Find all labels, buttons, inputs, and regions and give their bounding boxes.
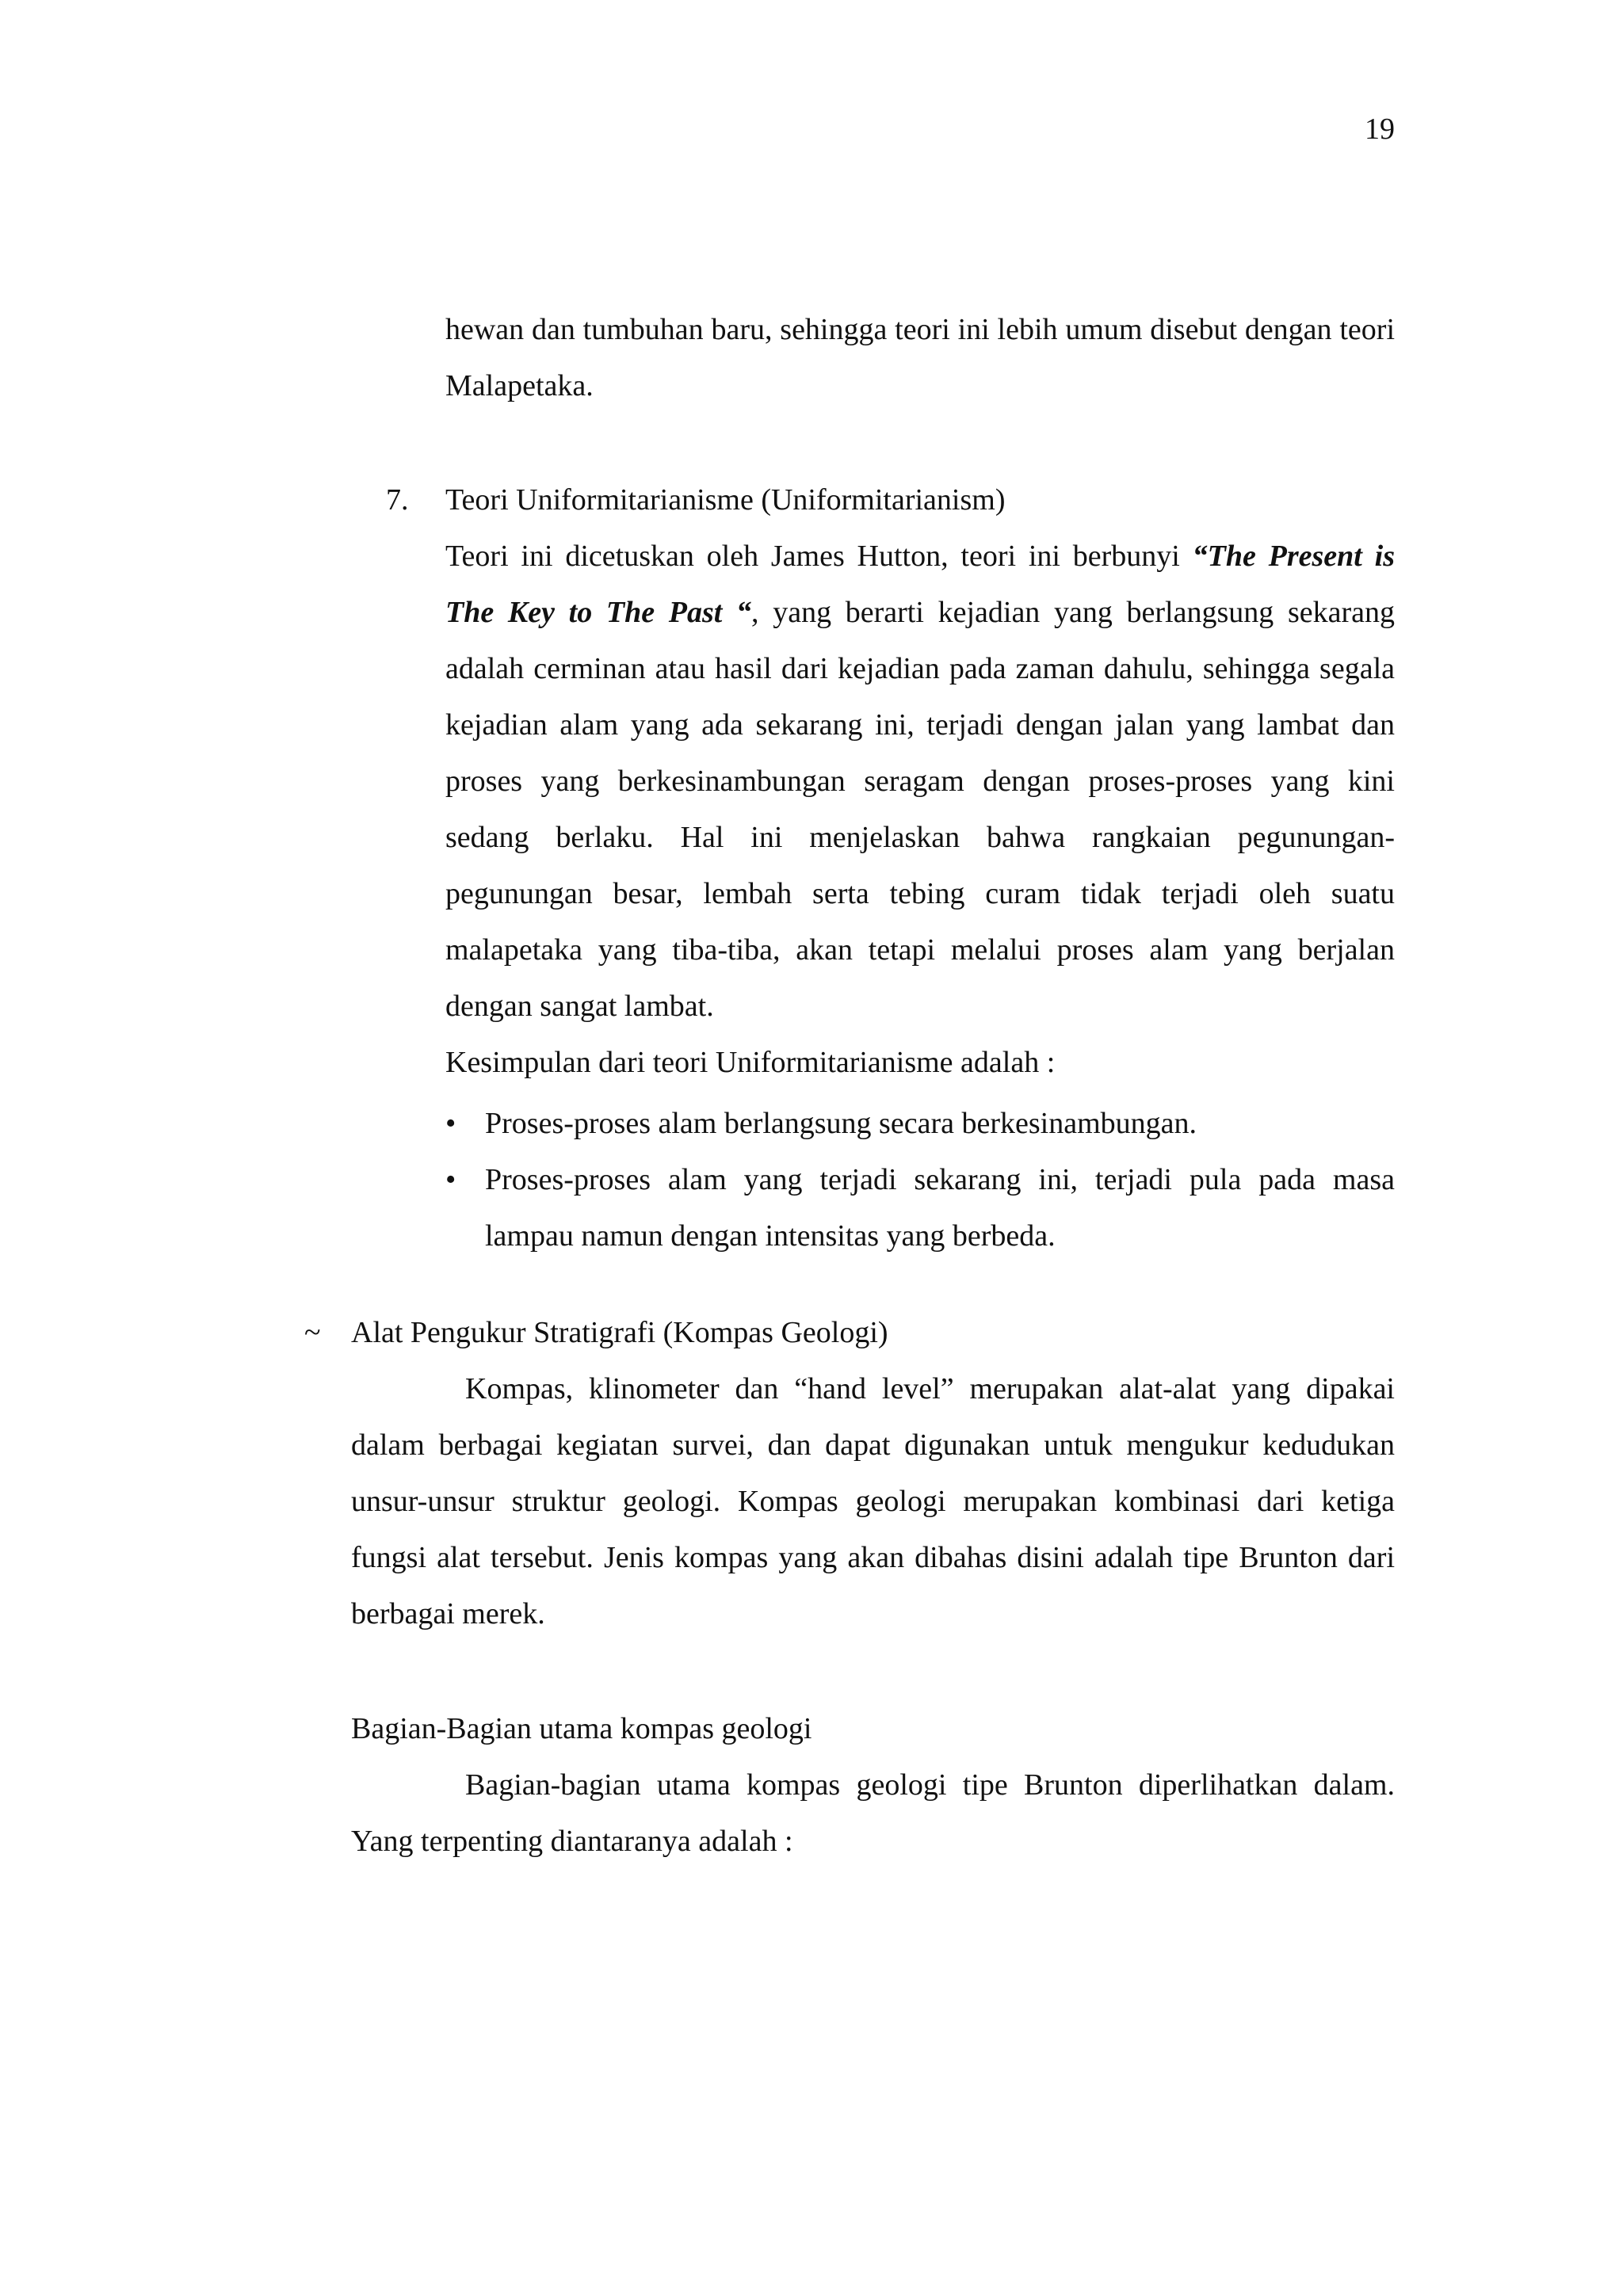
bullet-icon: • — [445, 1107, 456, 1140]
theory-paragraph-rest: , yang berarti kejadian yang berlangsung sekarang adalah cerminan atau hasil dari kejadian pada zaman dahulu, sehingga segala kejadian alam yang ada sekarang ini, terjadi dengan jalan yang lambat dan proses yang berkesinambungan seragam dengan proses-proses yang kini sedang berlaku. Hal ini menjelaskan bahwa rangkaian pegunungan-pegunungan besar, lembah serta tebing curam tidak terjadi oleh suatu malapetaka yang tiba-tiba, akan tetapi melalui proses alam yang berjalan dengan sangat lambat. — [445, 596, 1395, 1023]
subsection-paragraph: Bagian-bagian utama kompas geologi tipe Brunton diperlihatkan dalam. Yang terpenting diantaranya adalah : — [351, 1768, 1395, 1858]
conclusion-bullet-list — [445, 1096, 1395, 1264]
theory-quote: “The Present is The Key to The Past “ — [445, 540, 1395, 629]
conclusion-intro: Kesimpulan dari teori Uniformitarianisme adalah : — [445, 1046, 1056, 1079]
list-item — [445, 1096, 1395, 1152]
theory-paragraph-intro: Teori ini dicetuskan oleh James Hutton, teori ini berbunyi — [445, 540, 1193, 573]
subsection-title: Bagian-Bagian utama kompas geologi — [351, 1712, 812, 1745]
bullet-text: Proses-proses alam yang terjadi sekarang ini, terjadi pula pada masa lampau namun dengan intensitas yang berbeda. — [485, 1163, 1395, 1253]
continuation-paragraph: hewan dan tumbuhan baru, sehingga teori ini lebih umum disebut dengan teori Malapetaka. — [445, 313, 1395, 402]
bullet-icon: • — [445, 1163, 456, 1196]
section-title: Alat Pengukur Stratigrafi (Kompas Geologi) — [351, 1316, 888, 1349]
bullet-text: Proses-proses alam berlangsung secara berkesinambungan. — [485, 1107, 1197, 1140]
list-item-number: 7. — [386, 483, 409, 517]
list-item-title: Teori Uniformitarianisme (Uniformitarianism) — [445, 483, 1006, 517]
page-number: 19 — [1365, 113, 1395, 146]
theory-description — [445, 528, 1395, 1091]
section-marker: ~ — [304, 1316, 321, 1349]
section-paragraph: Kompas, klinometer dan “hand level” merupakan alat-alat yang dipakai dalam berbagai kegiatan survei, dan dapat digunakan untuk mengukur kedudukan unsur-unsur struktur geologi. Kompas geologi merupakan kombinasi dari ketiga fungsi alat tersebut. Jenis kompas yang akan dibahas disini adalah tipe Brunton dari berbagai merek. — [351, 1372, 1395, 1630]
list-item — [445, 1152, 1395, 1264]
theory-paragraph — [445, 528, 1395, 1035]
